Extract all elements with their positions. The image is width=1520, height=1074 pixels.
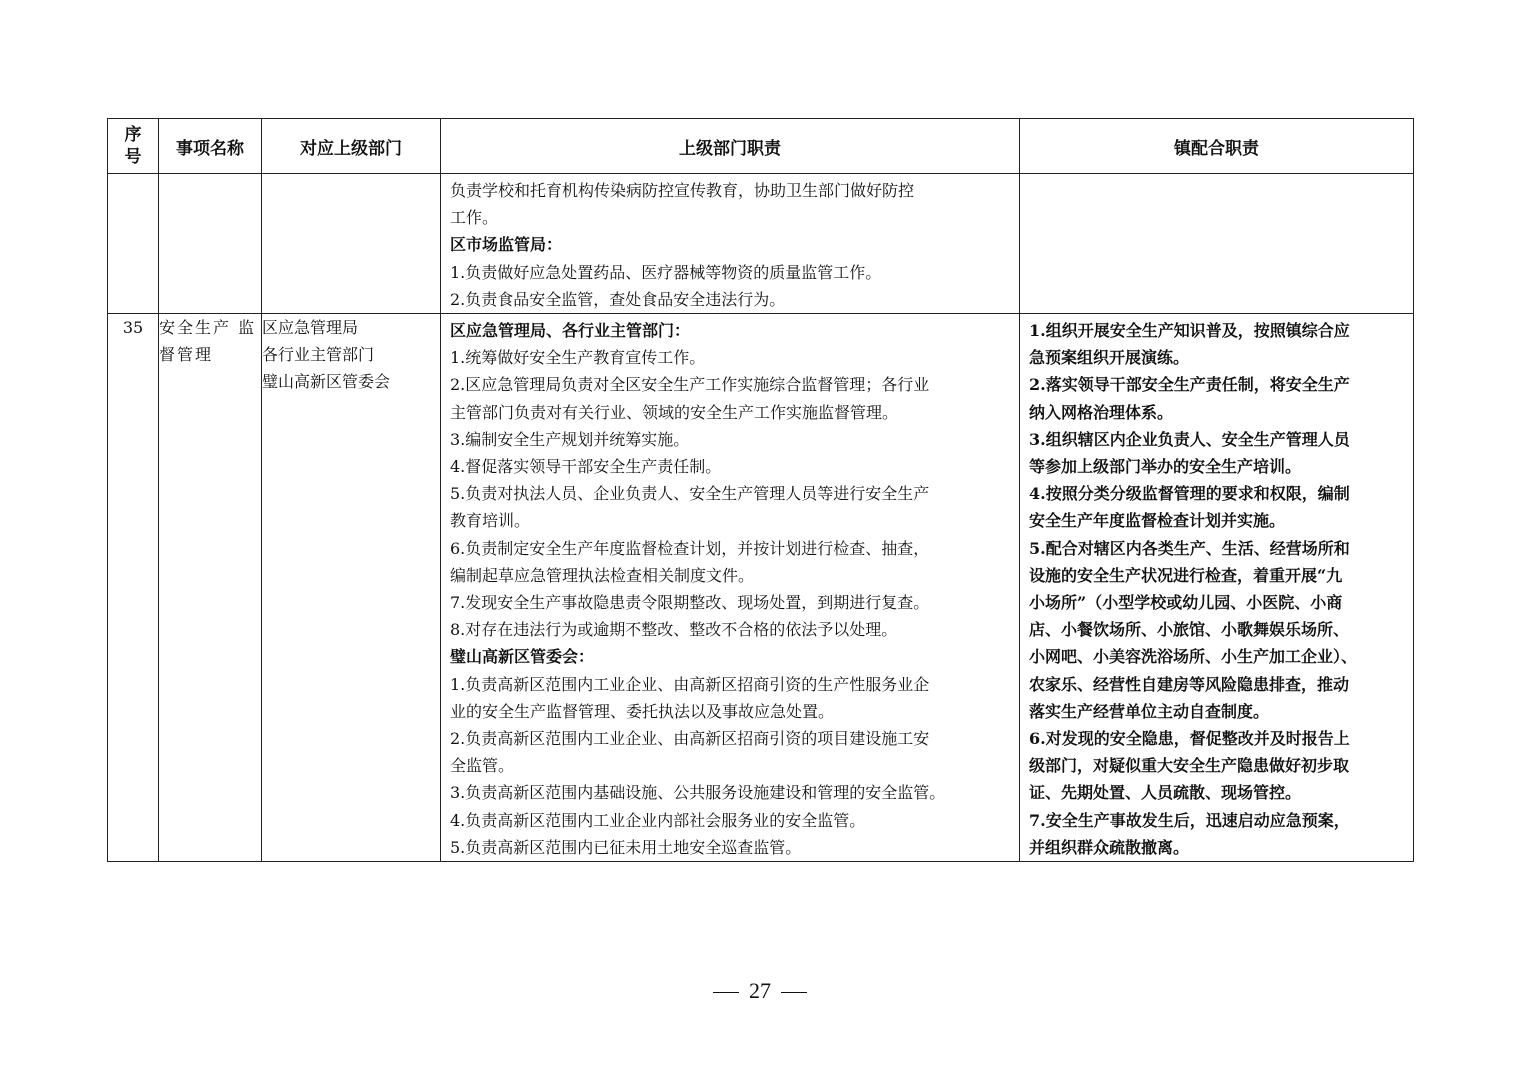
cell-dept-empty xyxy=(262,174,441,314)
header-item-name: 事项名称 xyxy=(159,119,262,174)
page-number-text: 27 xyxy=(749,978,771,1003)
dept-line3: 璧山高新区管委会 xyxy=(262,372,391,392)
duty-line: 2.负责食品安全监管，查处食品安全违法行为。 xyxy=(450,289,786,309)
duty-line: 业的安全生产监督管理、委托执法以及事故应急处置。 xyxy=(450,701,835,721)
section-heading: 安全生产年度监督检查计划并实施。 xyxy=(1029,511,1286,531)
town-35-text xyxy=(1020,314,1413,861)
section-heading: 小网吧、小美容洗浴场所、小生产加工企业）、 xyxy=(1029,647,1358,667)
section-heading: 急预案组织开展演练。 xyxy=(1029,348,1190,368)
page-dash-left xyxy=(713,992,739,993)
header-seq-line1: 序 xyxy=(124,125,142,145)
header-superior-duty: 上级部门职责 xyxy=(441,119,1020,174)
section-heading: 并组织群众疏散撤离。 xyxy=(1029,837,1190,857)
duty-line: 教育培训。 xyxy=(450,511,531,531)
table-row-continued xyxy=(108,174,1414,314)
section-heading: 等参加上级部门举办的安全生产培训。 xyxy=(1029,457,1302,477)
section-heading: 7.安全生产事故发生后，迅速启动应急预案， xyxy=(1029,810,1350,830)
table-row-35 xyxy=(108,314,1414,862)
cell-name-empty xyxy=(159,174,262,314)
duty-continued-text xyxy=(441,174,1019,313)
page-dash-right xyxy=(781,992,807,993)
section-heading: 店、小餐饮场所、小旅馆、小歌舞娱乐场所、 xyxy=(1029,620,1350,640)
cell-item-name xyxy=(159,314,262,862)
section-heading: 农家乐、经营性自建房等风险隐患排查，推动 xyxy=(1029,674,1350,694)
duty-line: 1.统筹做好安全生产教育宣传工作。 xyxy=(450,348,706,368)
duty-line: 2.区应急管理局负责对全区安全生产工作实施综合监督管理；各行业 xyxy=(450,375,930,395)
section-heading: 区应急管理局、各行业主管部门： xyxy=(450,321,691,341)
duty-line: 4.督促落实领导干部安全生产责任制。 xyxy=(450,457,722,477)
header-town-duty: 镇配合职责 xyxy=(1020,119,1414,174)
cell-superior-dept xyxy=(262,314,441,862)
duty-line: 1.负责高新区范围内工业企业、由高新区招商引资的生产性服务业企 xyxy=(450,674,930,694)
duty-line: 4.负责高新区范围内工业企业内部社会服务业的安全监管。 xyxy=(450,810,866,830)
section-heading: 2.落实领导干部安全生产责任制，将安全生产 xyxy=(1029,375,1350,395)
duty-line: 编制起草应急管理执法检查相关制度文件。 xyxy=(450,565,755,585)
duty-line: 7.发现安全生产事故隐患责令限期整改、现场处置，到期进行复查。 xyxy=(450,593,930,613)
header-seq-line2: 号 xyxy=(124,147,142,167)
duty-line: 主管部门负责对有关行业、领域的安全生产工作实施监督管理。 xyxy=(450,402,899,422)
cell-town-empty xyxy=(1020,174,1414,314)
section-heading: 小场所”（小型学校或幼儿园、小医院、小商 xyxy=(1029,593,1343,613)
responsibility-table xyxy=(107,118,1414,862)
cell-duty-continued xyxy=(441,174,1020,314)
section-heading: 纳入网格治理体系。 xyxy=(1029,402,1174,422)
duty-line: 工作。 xyxy=(450,208,499,228)
section-heading: 3.组织辖区内企业负责人、安全生产管理人员 xyxy=(1029,429,1350,449)
duty-line: 2.负责高新区范围内工业企业、由高新区招商引资的项目建设施工安 xyxy=(450,729,930,749)
duty-line: 6.负责制定安全生产年度监督检查计划，并按计划进行检查、抽查， xyxy=(450,538,930,558)
section-heading: 落实生产经营单位主动自查制度。 xyxy=(1029,701,1270,721)
section-heading: 级部门，对疑似重大安全生产隐患做好初步取 xyxy=(1029,756,1350,776)
duty-line: 8.对存在违法行为或逾期不整改、整改不合格的依法予以处理。 xyxy=(450,620,898,640)
section-heading: 证、先期处置、人员疏散、现场管控。 xyxy=(1029,783,1302,803)
dept-line2: 各行业主管部门 xyxy=(262,345,375,365)
cell-town-duty xyxy=(1020,314,1414,862)
duty-line: 3.负责高新区范围内基础设施、公共服务设施建设和管理的安全监管。 xyxy=(450,783,946,803)
cell-seq-empty xyxy=(108,174,159,314)
section-heading: 璧山高新区管委会： xyxy=(450,647,595,667)
item-name-line1: 安全生产 xyxy=(159,318,232,338)
duty-line: 1.负责做好应急处置药品、医疗器械等物资的质量监管工作。 xyxy=(450,262,882,282)
table-header-row xyxy=(108,119,1414,174)
section-heading: 设施的安全生产状况进行检查，着重开展“九 xyxy=(1029,565,1343,585)
item-name-line2: 监督管理 xyxy=(159,318,257,365)
section-heading: 5.配合对辖区内各类生产、生活、经营场所和 xyxy=(1029,538,1350,558)
header-superior-dept: 对应上级部门 xyxy=(262,119,441,174)
section-heading: 4.按照分类分级监督管理的要求和权限，编制 xyxy=(1029,484,1350,504)
duty-35-text xyxy=(441,314,1019,861)
duty-line: 负责学校和托育机构传染病防控宣传教育，协助卫生部门做好防控 xyxy=(450,181,915,200)
duty-line: 5.负责高新区范围内已征未用土地安全巡查监管。 xyxy=(450,837,802,857)
header-seq xyxy=(108,119,159,174)
duty-line: 5.负责对执法人员、企业负责人、安全生产管理人员等进行安全生产 xyxy=(450,484,930,504)
dept-line1: 区应急管理局 xyxy=(262,318,359,338)
duty-line: 3.编制安全生产规划并统筹实施。 xyxy=(450,429,690,449)
section-heading: 6.对发现的安全隐患，督促整改并及时报告上 xyxy=(1029,729,1350,749)
section-heading: 区市场监管局： xyxy=(450,235,563,255)
page-number xyxy=(0,978,1520,1004)
cell-seq-35: 35 xyxy=(108,314,159,862)
cell-superior-duty xyxy=(441,314,1020,862)
section-heading: 1.组织开展安全生产知识普及，按照镇综合应 xyxy=(1029,321,1350,341)
duty-line: 全监管。 xyxy=(450,756,515,776)
